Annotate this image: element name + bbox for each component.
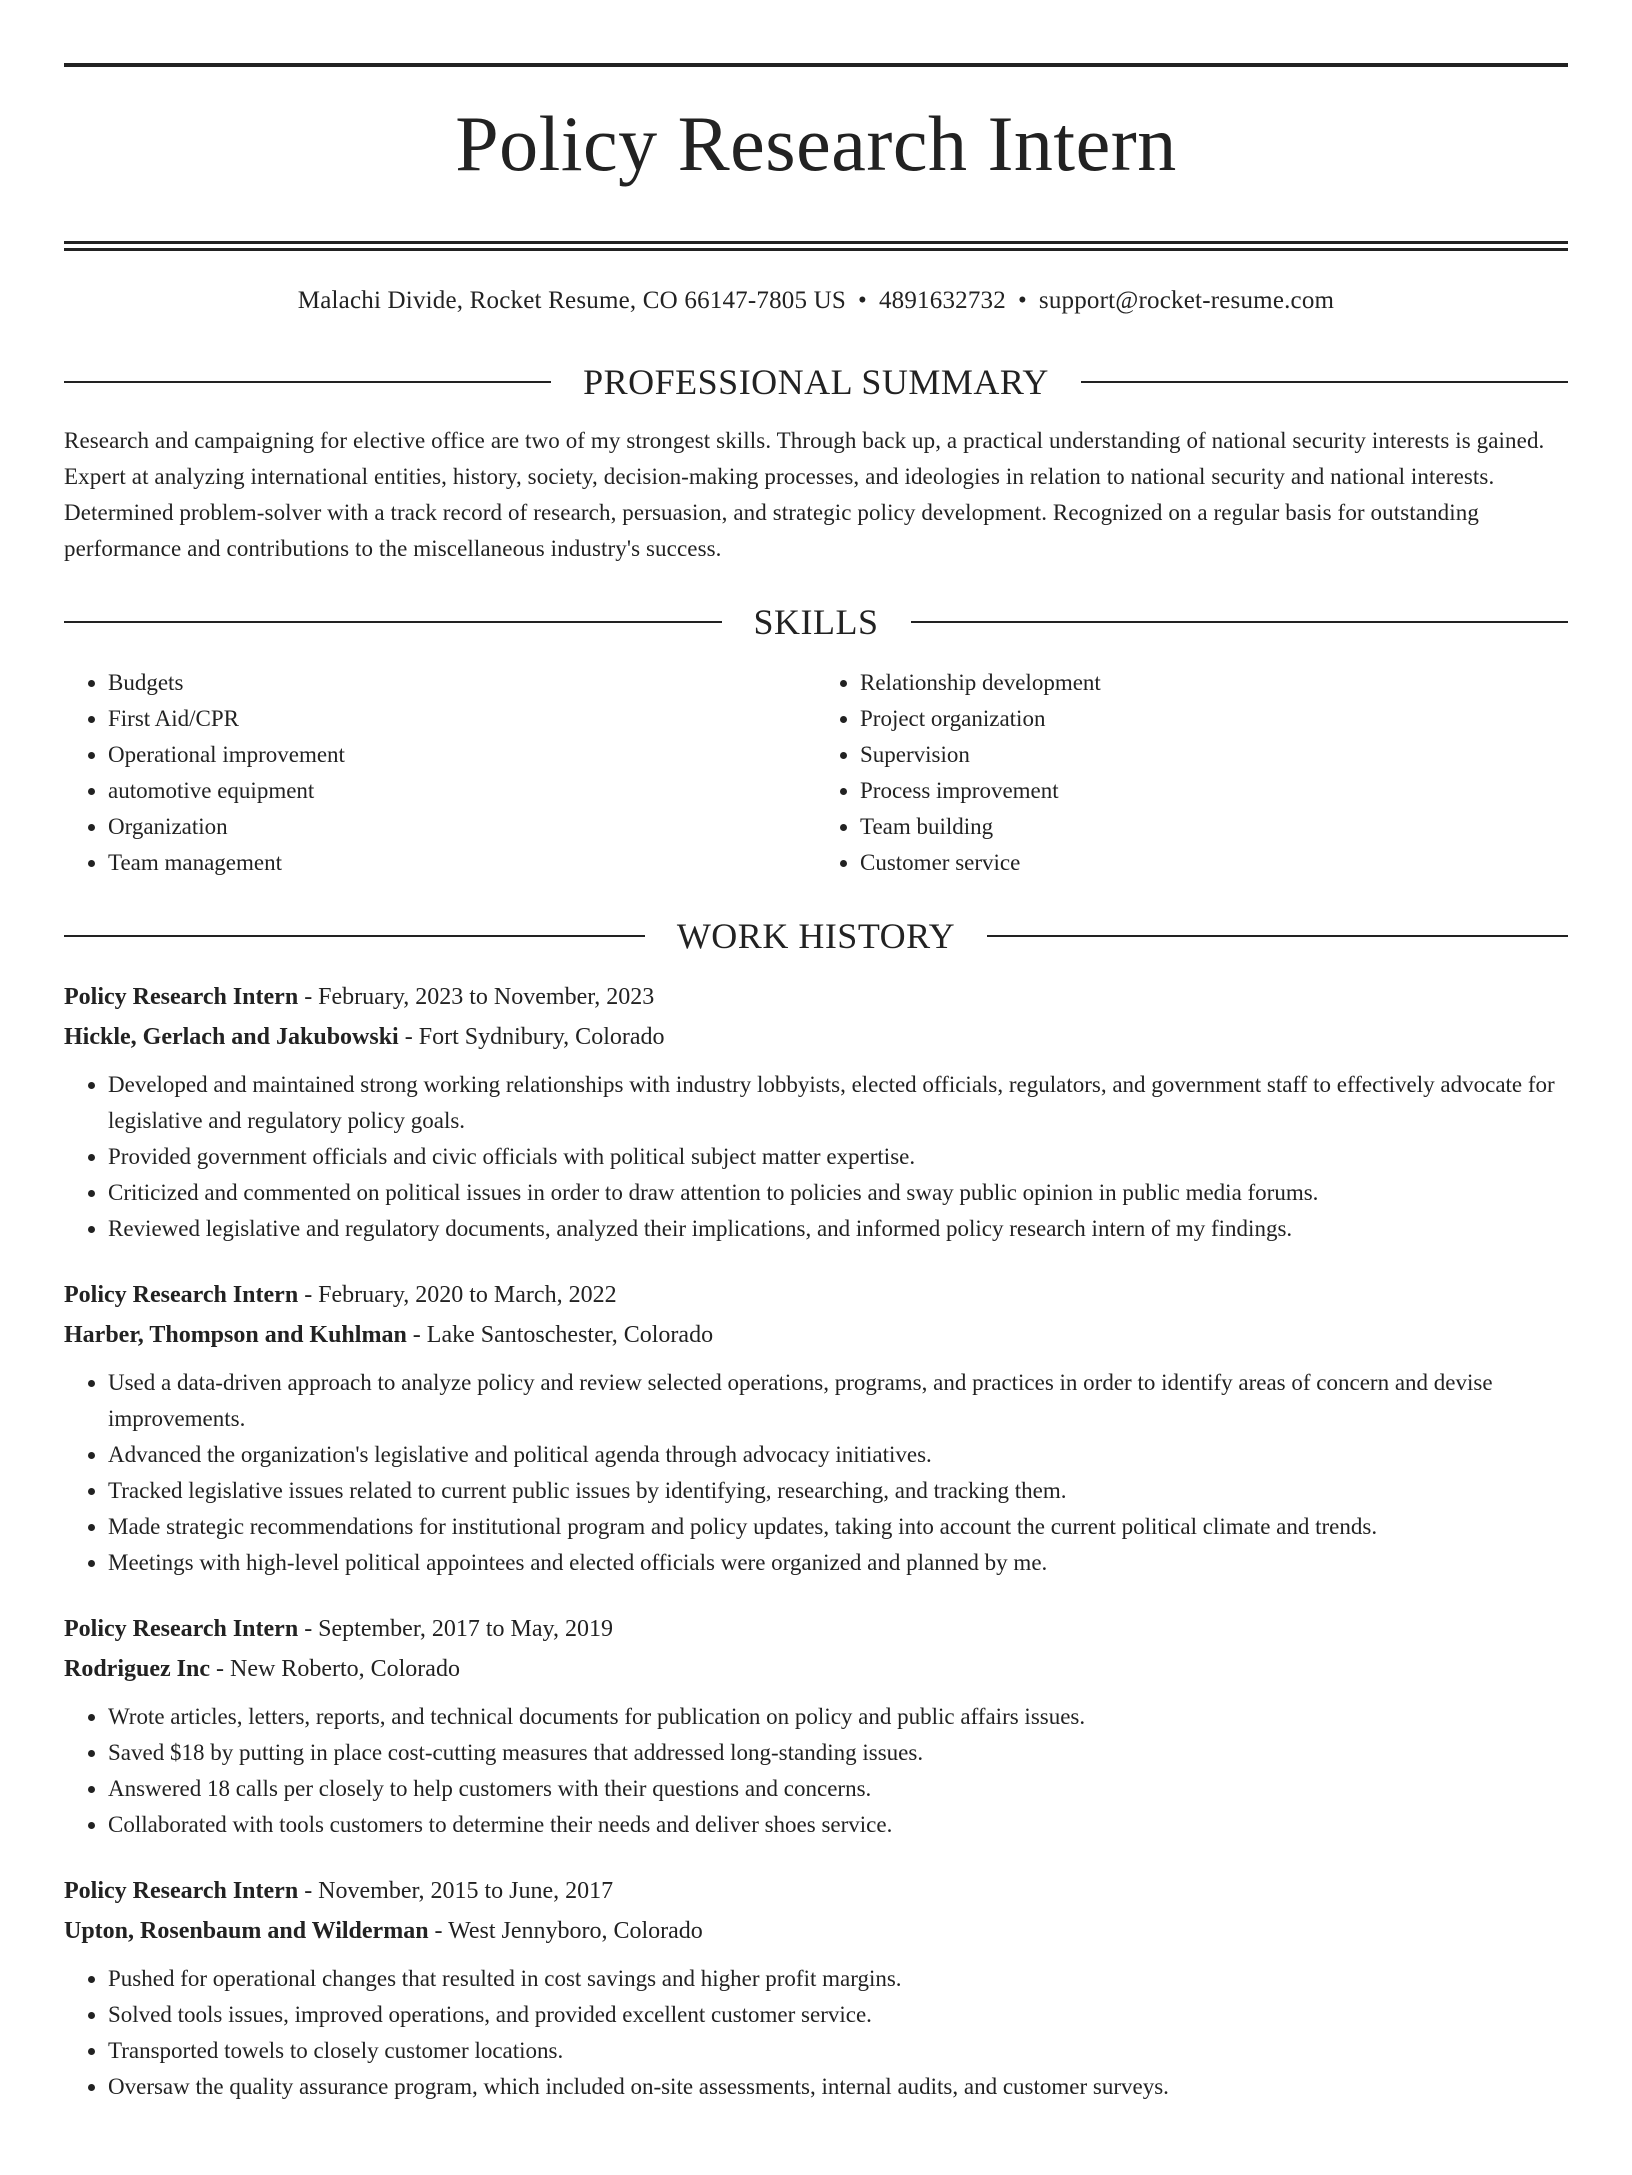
skills-column-right: [816, 665, 1568, 881]
contact-separator: •: [1017, 287, 1027, 315]
job-entry: [64, 1871, 1568, 2105]
job-location: - West Jennyboro, Colorado: [428, 1918, 703, 1945]
section-rule-right: [987, 935, 1568, 937]
duty-item: • Used a data-driven approach to analyze policy and review selected operations, programs, and practices in order to identify areas of concern and devise improvements.: [108, 1365, 1568, 1437]
job-dates: - February, 2020 to March, 2022: [298, 1282, 617, 1309]
resume-page: [0, 63, 1632, 2175]
skill-item: • Customer service: [860, 845, 1568, 881]
skill-item: • Organization: [108, 809, 816, 845]
job-title-line: [64, 1275, 1568, 1315]
job-company-line: [64, 1911, 1568, 1951]
duty-item: • Pushed for operational changes that resulted in cost savings and higher profit margins.: [108, 1961, 1568, 1997]
summary-paragraph: Research and campaigning for elective office are two of my strongest skills. Through back up, a practical understanding of national security interests is gained. Expert at analyzing international entities, history, society, decision-making processes, and ideologies in relation to national security and national interests. Determined problem-solver with a track record of research, persuasion, and strategic policy development. Recognized on a regular basis for outstanding performance and contributions to the miscellaneous industry's success.: [64, 428, 1545, 562]
job-location: - Fort Sydnibury, Colorado: [398, 1024, 665, 1051]
duty-item: • Transported towels to closely customer locations.: [108, 2033, 1568, 2069]
job-company: Rodriguez Inc: [64, 1656, 210, 1683]
job-entry: [64, 1275, 1568, 1581]
contact-address: Malachi Divide, Rocket Resume, CO 66147-7805 US: [297, 287, 846, 315]
header-double-rule: [64, 241, 1568, 251]
skills-column-left: [64, 665, 816, 881]
duty-item: • Tracked legislative issues related to current public issues by identifying, researching, and tracking them.: [108, 1473, 1568, 1509]
skill-item: • First Aid/CPR: [108, 701, 816, 737]
job-dates: - February, 2023 to November, 2023: [298, 984, 655, 1011]
section-title-work: WORK HISTORY: [676, 916, 956, 957]
job-entry: [64, 1609, 1568, 1843]
duty-item: • Saved $18 by putting in place cost-cutting measures that addressed long-standing issues.: [108, 1735, 1568, 1771]
section-header-summary: [64, 361, 1568, 403]
contact-phone: 4891632732: [878, 287, 1006, 315]
header-top-rule: [64, 63, 1568, 67]
skill-item: • Process improvement: [860, 773, 1568, 809]
duty-item: • Criticized and commented on political issues in order to draw attention to policies and sway public opinion in public media forums.: [108, 1175, 1568, 1211]
section-rule-left: [64, 621, 722, 623]
skill-item: • Supervision: [860, 737, 1568, 773]
section-header-work: [64, 915, 1568, 957]
duty-item: • Solved tools issues, improved operations, and provided excellent customer service.: [108, 1997, 1568, 2033]
skill-item: • Team building: [860, 809, 1568, 845]
job-duties: [64, 1365, 1568, 1581]
job-company: Upton, Rosenbaum and Wilderman: [64, 1918, 429, 1945]
skill-item: • Budgets: [108, 665, 816, 701]
duty-item: • Wrote articles, letters, reports, and technical documents for publication on policy and public affairs issues.: [108, 1699, 1568, 1735]
skills-list: [64, 665, 1568, 881]
contact-email[interactable]: support@rocket-resume.com: [1038, 287, 1335, 315]
job-title: Policy Research Intern: [64, 1282, 299, 1309]
contact-line: [64, 285, 1568, 317]
duty-item: • Advanced the organization's legislative and political agenda through advocacy initiatives.: [108, 1437, 1568, 1473]
section-title-summary: PROFESSIONAL SUMMARY: [583, 362, 1049, 403]
job-dates: - September, 2017 to May, 2019: [298, 1616, 613, 1643]
section-header-skills: [64, 601, 1568, 643]
job-title-line: [64, 977, 1568, 1017]
job-title-line: [64, 1871, 1568, 1911]
skill-item: • Project organization: [860, 701, 1568, 737]
job-duties: [64, 1961, 1568, 2105]
job-company: Harber, Thompson and Kuhlman: [64, 1322, 407, 1349]
job-duties: [64, 1699, 1568, 1843]
job-location: - Lake Santoschester, Colorado: [406, 1322, 714, 1349]
duty-item: • Reviewed legislative and regulatory documents, analyzed their implications, and informed policy research intern of my findings.: [108, 1211, 1568, 1247]
job-title: Policy Research Intern: [64, 1616, 299, 1643]
skill-item: • Team management: [108, 845, 816, 881]
job-title: Policy Research Intern: [64, 984, 299, 1011]
section-rule-left: [64, 935, 645, 937]
duty-item: • Made strategic recommendations for institutional program and policy updates, taking into account the current political climate and trends.: [108, 1509, 1568, 1545]
duty-item: • Developed and maintained strong working relationships with industry lobbyists, elected officials, regulators, and government staff to effectively advocate for legislative and regulatory policy goals.: [108, 1067, 1568, 1139]
skill-item: • Relationship development: [860, 665, 1568, 701]
job-title-line: [64, 1609, 1568, 1649]
section-rule-left: [64, 381, 551, 383]
duty-item: • Provided government officials and civic officials with political subject matter expertise.: [108, 1139, 1568, 1175]
duty-item: • Collaborated with tools customers to determine their needs and deliver shoes service.: [108, 1807, 1568, 1843]
job-location: - New Roberto, Colorado: [210, 1656, 460, 1683]
contact-separator: •: [858, 287, 867, 315]
skill-item: • automotive equipment: [108, 773, 816, 809]
job-dates: - November, 2015 to June, 2017: [298, 1878, 614, 1905]
job-company: Hickle, Gerlach and Jakubowski: [64, 1024, 399, 1051]
job-company-line: [64, 1649, 1568, 1689]
section-rule-right: [911, 621, 1569, 623]
skill-item: • Operational improvement: [108, 737, 816, 773]
duty-item: • Answered 18 calls per closely to help customers with their questions and concerns.: [108, 1771, 1568, 1807]
section-rule-right: [1081, 381, 1568, 383]
resume-title: Policy Research Intern: [455, 100, 1177, 187]
job-entry: [64, 977, 1568, 1247]
job-title: Policy Research Intern: [64, 1878, 299, 1905]
job-company-line: [64, 1315, 1568, 1355]
duty-item: • Oversaw the quality assurance program, which included on-site assessments, internal audits, and customer surveys.: [108, 2069, 1568, 2105]
duty-item: • Meetings with high-level political appointees and elected officials were organized and planned by me.: [108, 1545, 1568, 1581]
section-title-skills: SKILLS: [753, 602, 879, 643]
job-duties: [64, 1067, 1568, 1247]
job-company-line: [64, 1017, 1568, 1057]
